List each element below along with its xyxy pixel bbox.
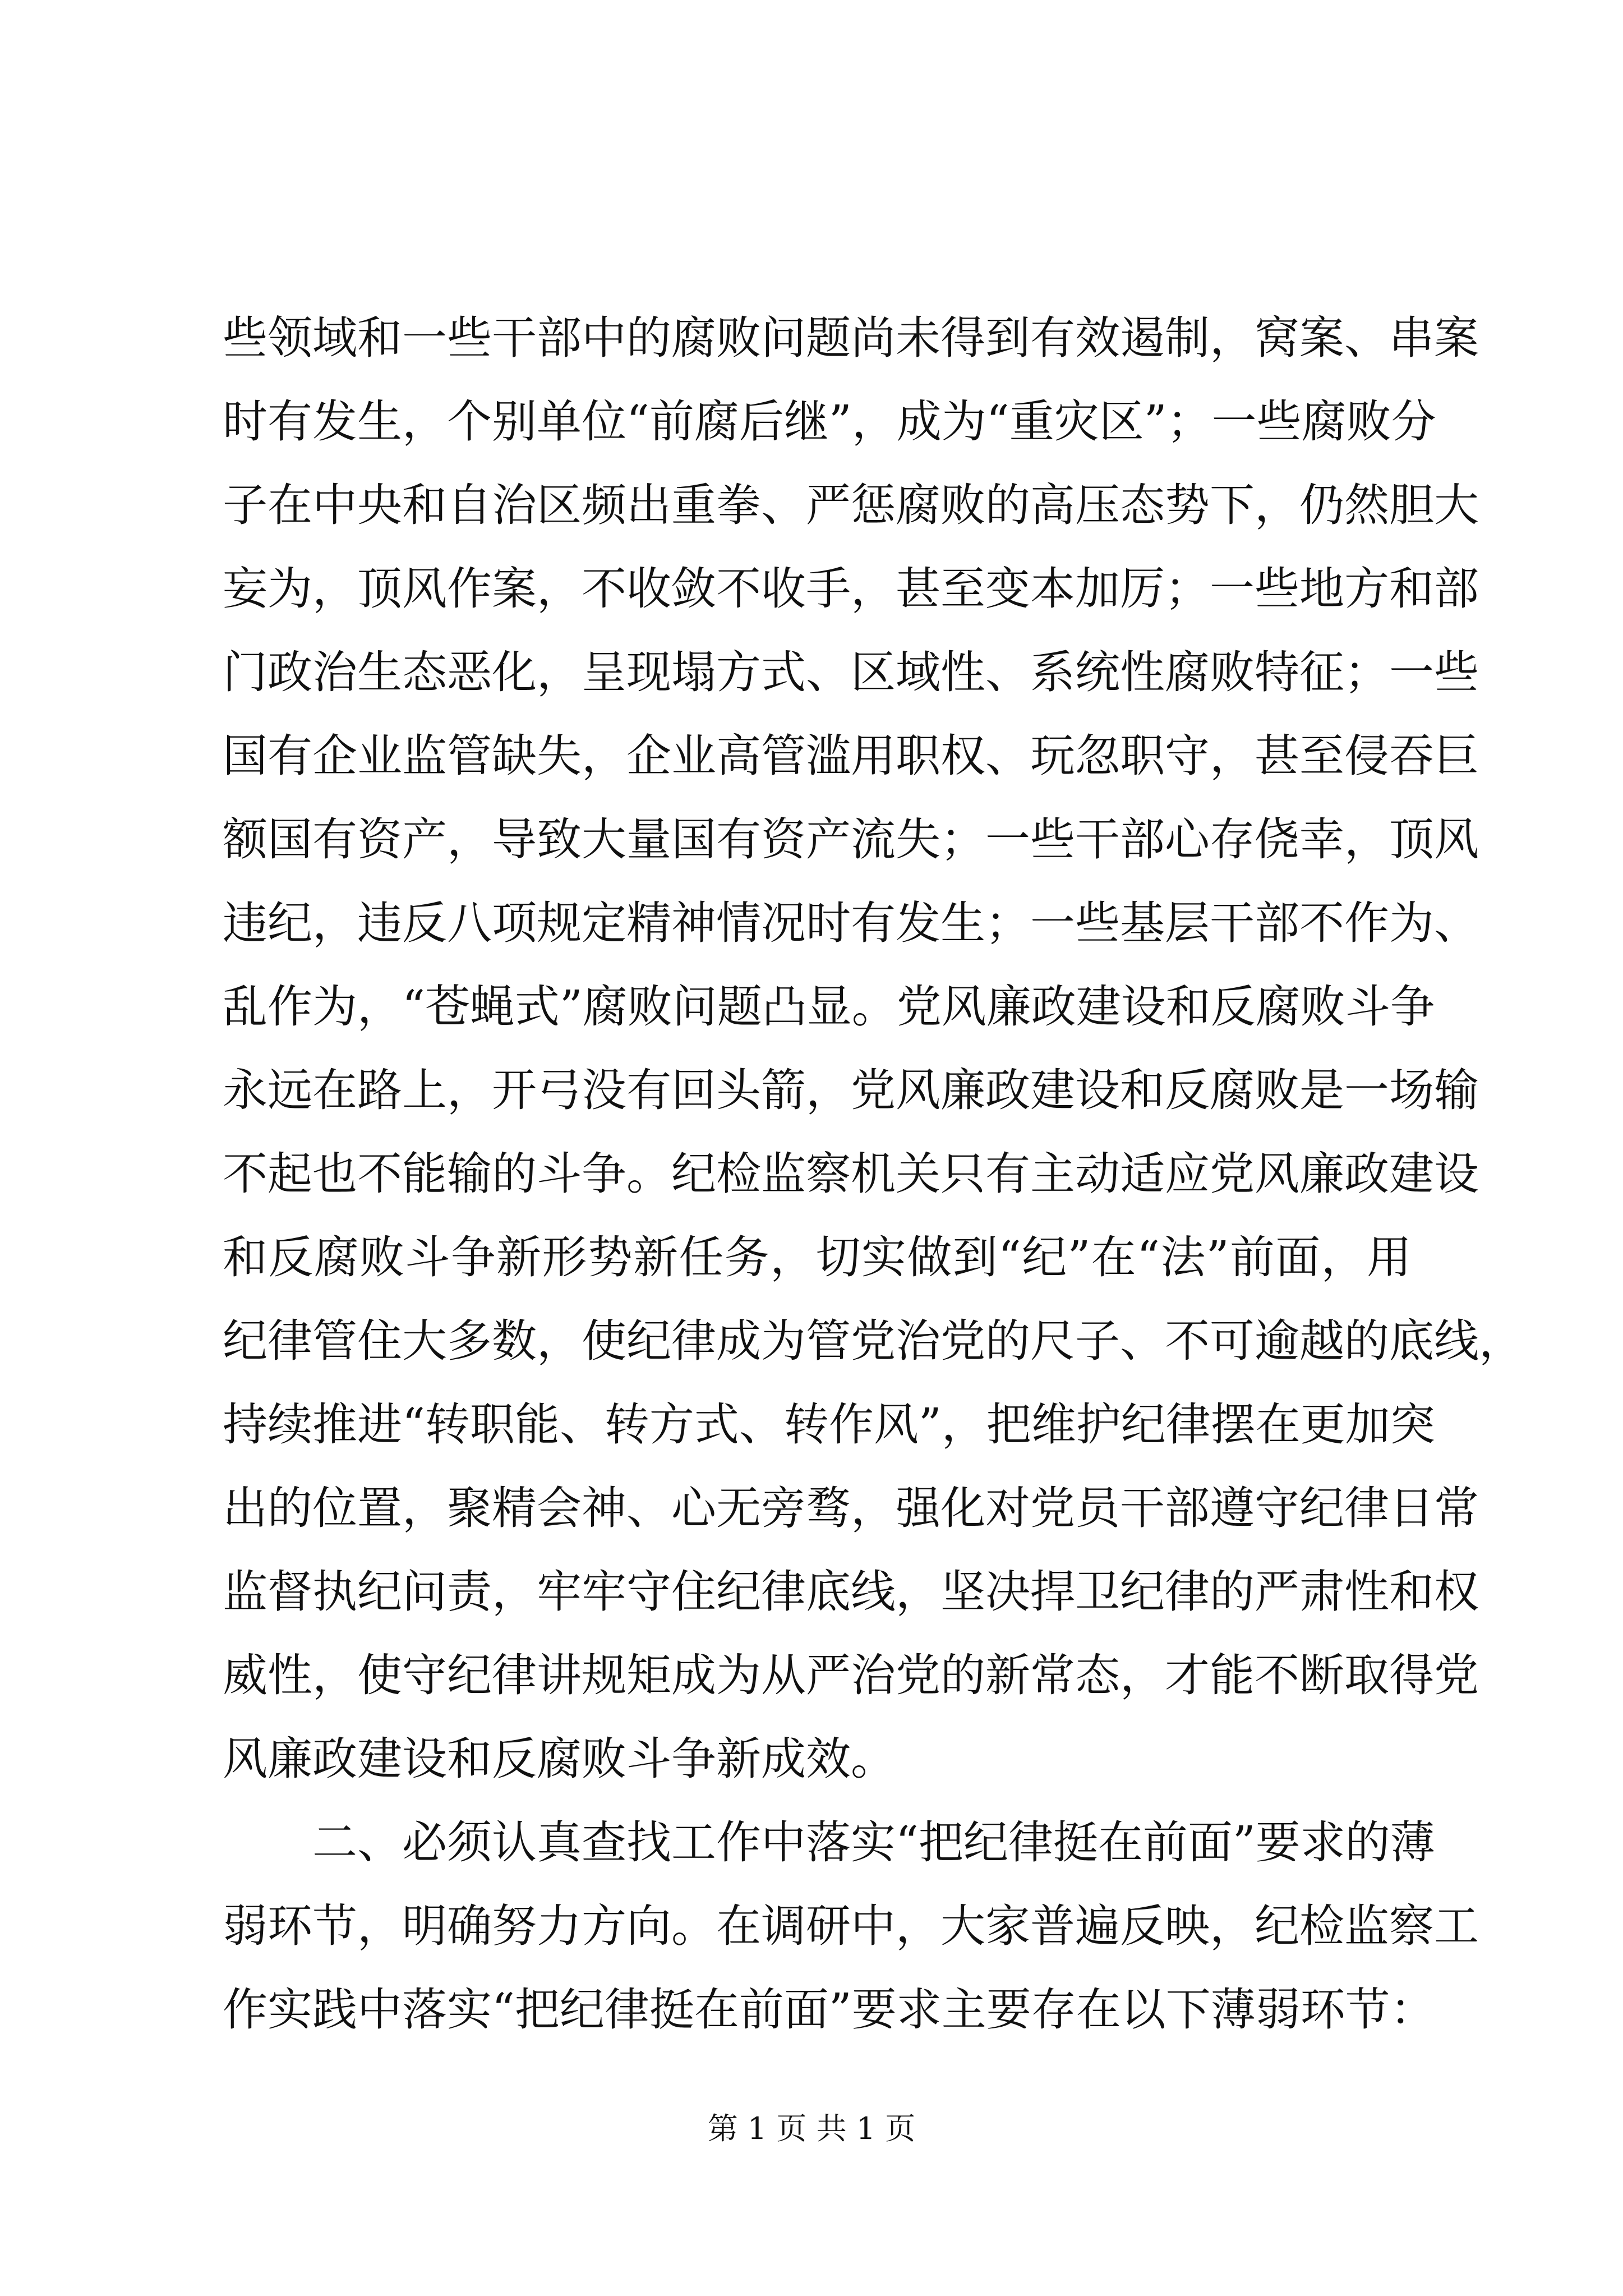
text-line: 妄为，顶风作案，不收敛不收手，甚至变本加厉；一些地方和部: [223, 563, 1479, 615]
section-heading-line: 二、必须认真查找工作中落实“把纪律挺在前面”要求的薄: [312, 1816, 1435, 1869]
text-line: 出的位置，聚精会神、心无旁骛，强化对党员干部遵守纪律日常: [223, 1482, 1479, 1534]
text-line: 威性，使守纪律讲规矩成为从严治党的新常态，才能不断取得党: [223, 1649, 1479, 1701]
text-line: 永远在路上，开弓没有回头箭，党风廉政建设和反腐败是一场输: [223, 1064, 1479, 1116]
page-footer: [0, 2109, 1623, 2148]
text-line: 纪律管住大多数，使纪律成为管党治党的尺子、不可逾越的底线，: [223, 1315, 1524, 1367]
text-line: 持续推进“转职能、转方式、转作风”，把维护纪律摆在更加突: [223, 1398, 1435, 1451]
text-line: 和反腐败斗争新形势新任务，切实做到“纪”在“法”前面，用: [223, 1231, 1412, 1283]
text-line: 弱环节，明确努力方向。在调研中，大家普遍反映，纪检监察工: [223, 1900, 1479, 1952]
text-line: 些领域和一些干部中的腐败问题尚未得到有效遏制，窝案、串案: [223, 312, 1479, 364]
text-line: 违纪，违反八项规定精神情况时有发生；一些基层干部不作为、: [223, 897, 1479, 949]
text-line: 子在中央和自治区频出重拳、严惩腐败的高压态势下，仍然胆大: [223, 479, 1479, 531]
body-text: [223, 296, 1524, 2051]
text-line: 监督执纪问责，牢牢守住纪律底线，坚决捍卫纪律的严肃性和权: [223, 1566, 1479, 1618]
text-line: 时有发生，个别单位“前腐后继”，成为“重灾区”；一些腐败分: [223, 395, 1436, 448]
text-line: 门政治生态恶化，呈现塌方式、区域性、系统性腐败特征；一些: [223, 646, 1479, 698]
text-line: 额国有资产，导致大量国有资产流失；一些干部心存侥幸，顶风: [223, 813, 1479, 866]
page-number-label: 第 1 页 共 1 页: [707, 2111, 916, 2146]
text-line: 乱作为，“苍蝇式”腐败问题凸显。党风廉政建设和反腐败斗争: [223, 981, 1435, 1033]
text-line: 作实践中落实“把纪律挺在前面”要求主要存在以下薄弱环节：: [223, 1984, 1435, 2036]
text-line: 不起也不能输的斗争。纪检监察机关只有主动适应党风廉政建设: [223, 1148, 1479, 1200]
text-line: 国有企业监管缺失，企业高管滥用职权、玩忽职守，甚至侵吞巨: [223, 730, 1479, 782]
text-line: 风廉政建设和反腐败斗争新成效。: [223, 1733, 896, 1785]
